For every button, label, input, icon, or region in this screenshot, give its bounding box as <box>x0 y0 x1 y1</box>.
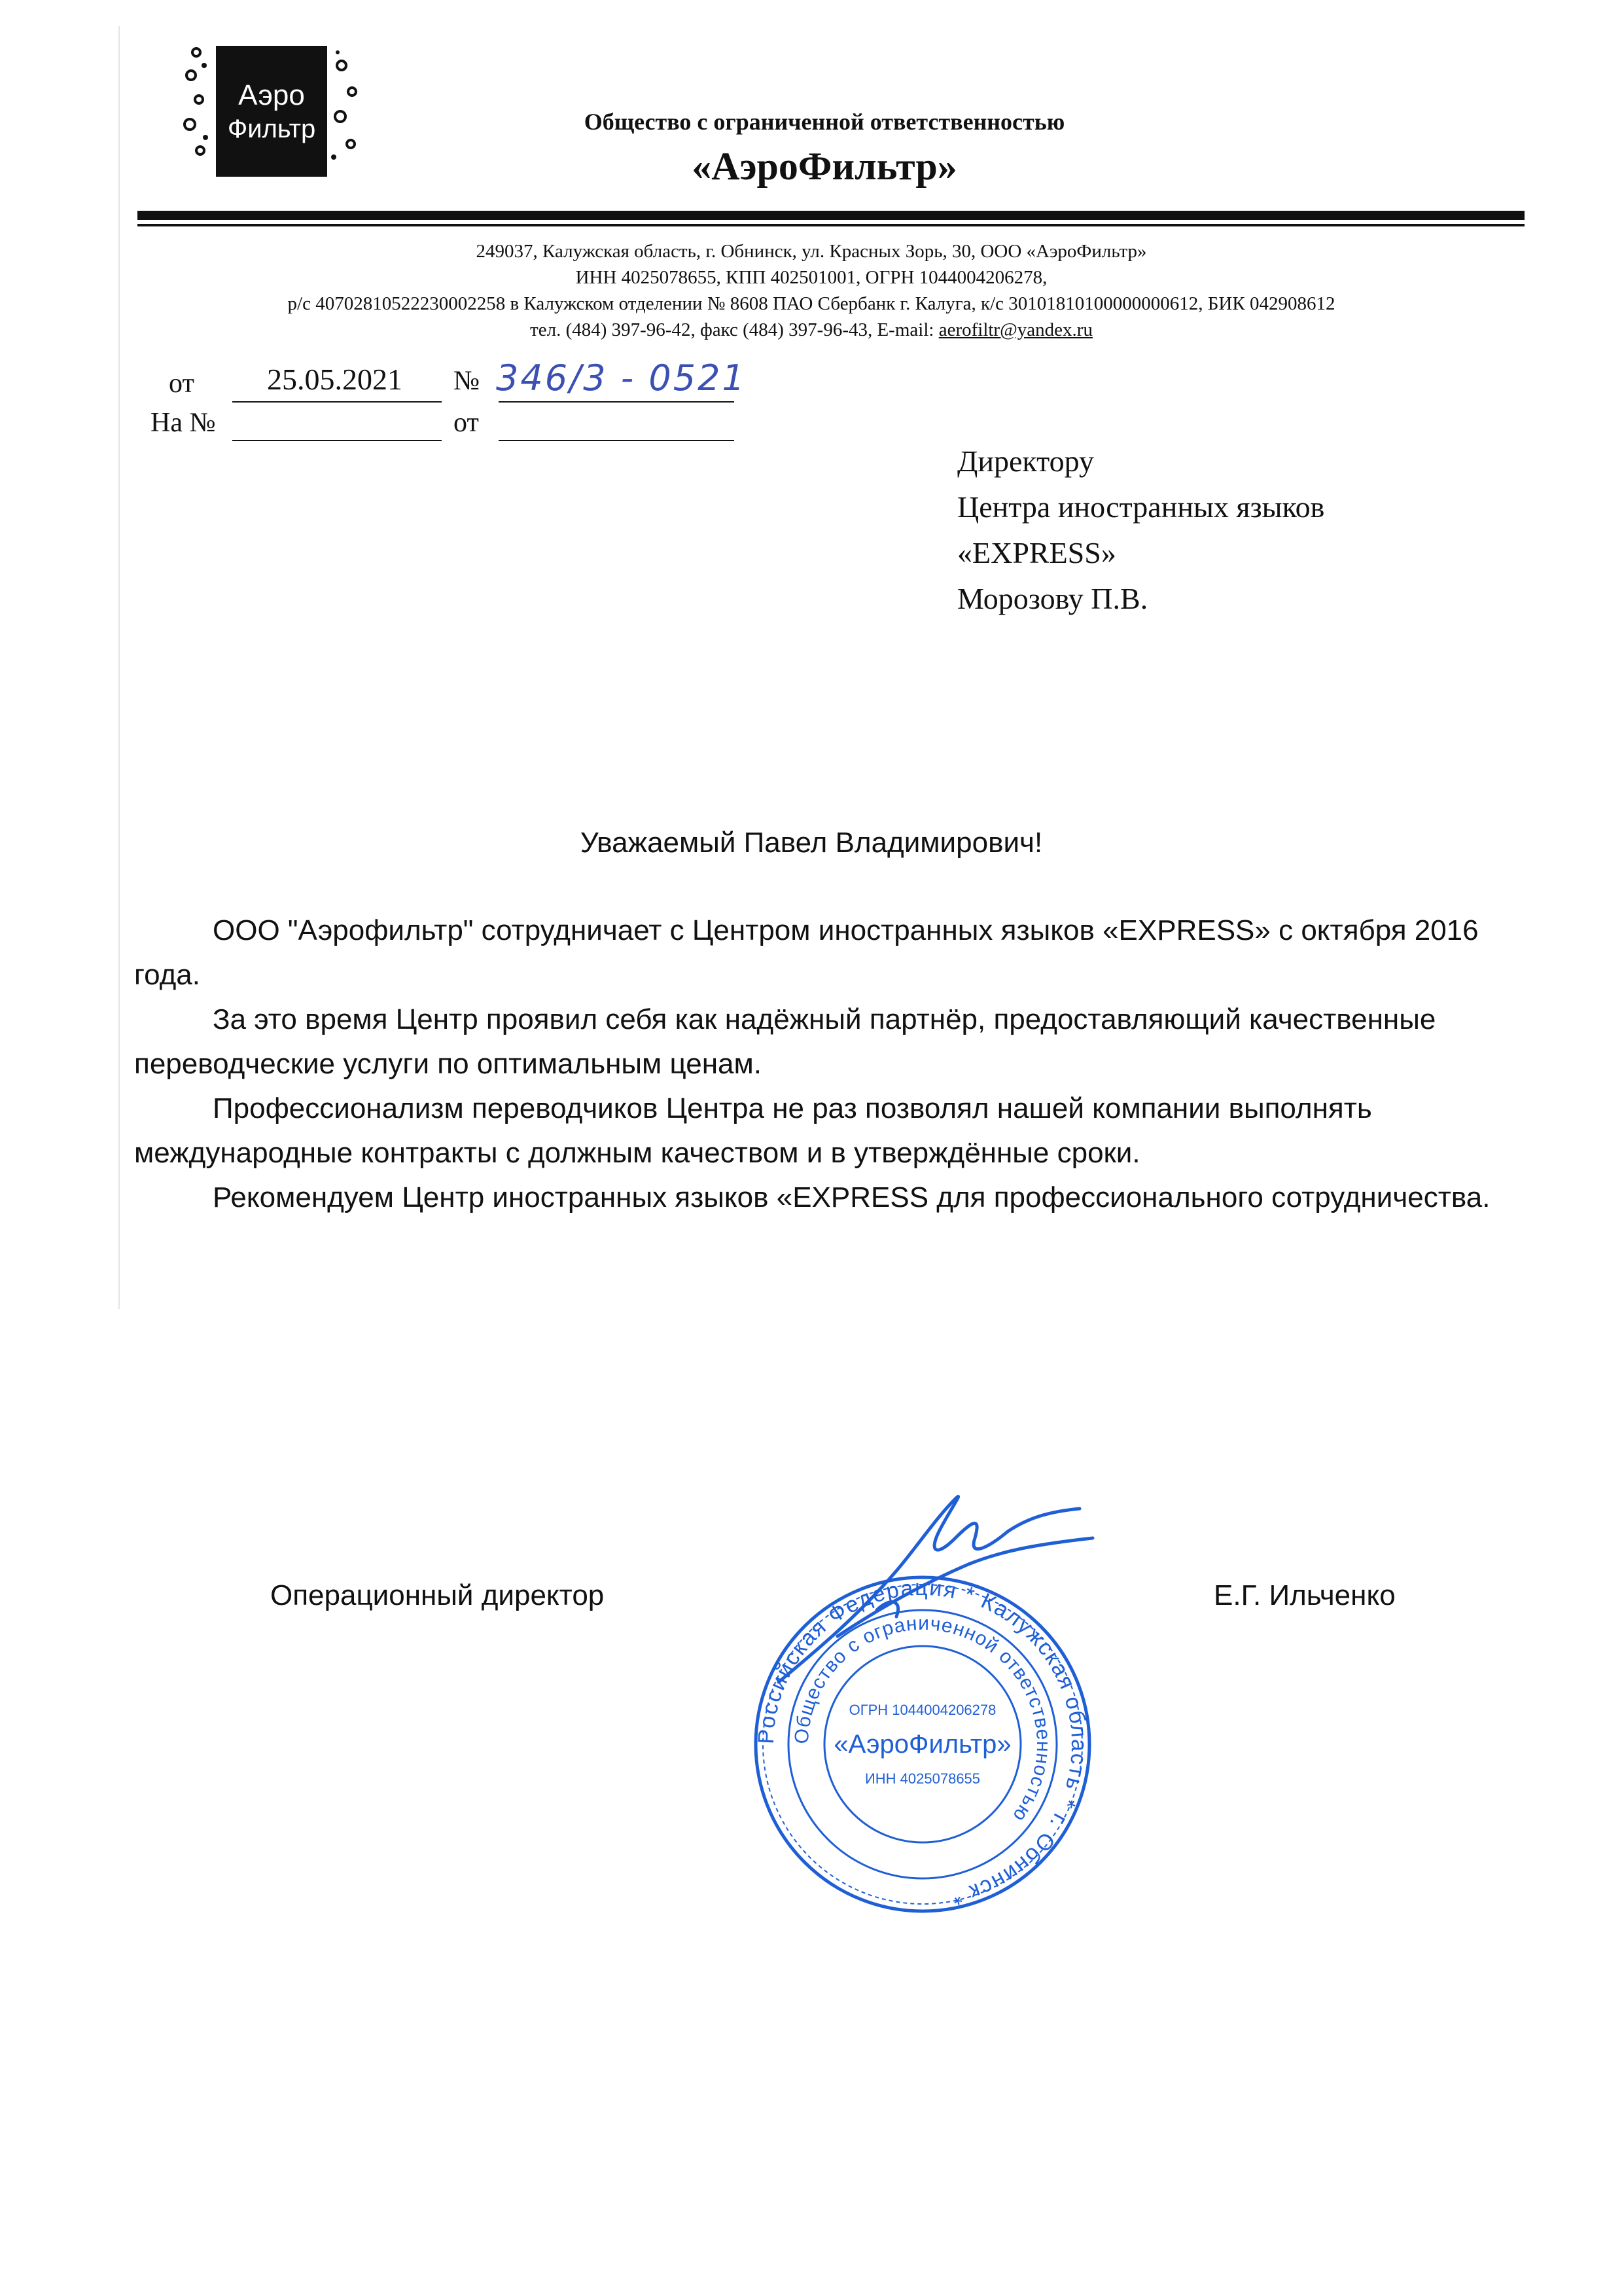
requisites-address: 249037, Калужская область, г. Обнинск, ул. Красных Зорь, 30, ООО «АэроФильтр» <box>476 241 1147 262</box>
body-paragraph: Рекомендуем Центр иностранных языков «EXPRESS для профессионального сотрудничества. <box>213 1181 1491 1213</box>
stamp-middle-text: Общество с ограниченной ответственностью <box>790 1612 1055 1826</box>
reference-date-underline <box>499 440 734 441</box>
reference-label: На № <box>150 408 216 438</box>
body-paragraph: ООО "Аэрофильтр" сотрудничает с Центром иностранных языков «EXPRESS» с октября 2016 года. <box>134 914 1479 991</box>
email-link[interactable]: aerofiltr@yandex.ru <box>938 319 1093 340</box>
stamp-center-text: «АэроФильтр» <box>834 1730 1012 1759</box>
requisites-contacts <box>131 319 1492 341</box>
logo-text-line2: Фильтр <box>227 115 316 143</box>
document-number: 346/3 - 0521 <box>496 357 747 399</box>
company-type: Общество с ограниченной ответственностью <box>584 109 1065 135</box>
reference-number-underline <box>232 440 442 441</box>
signatory-name: Е.Г. Ильченко <box>1214 1579 1396 1611</box>
stamp-outer-text: Российская Федерация * Калужская область * г. Обнинск * <box>753 1575 1092 1910</box>
header-rule-thick <box>137 211 1525 220</box>
number-underline <box>499 401 734 403</box>
addressee-organization-name: «EXPRESS» <box>957 536 1116 569</box>
document-date: 25.05.2021 <box>267 363 402 396</box>
salutation: Уважаемый Павел Владимирович! <box>580 827 1043 859</box>
contacts-phone-fax: тел. (484) 397-96-42, факс (484) 397-96-43, E-mail: <box>530 319 939 340</box>
reference-date-label: от <box>453 408 479 438</box>
stamp-ogrn: ОГРН 1044004206278 <box>849 1702 997 1718</box>
requisites-inn: ИНН 4025078655, КПП 402501001, ОГРН 1044004206278, <box>575 267 1048 288</box>
requisites-bank: р/с 40702810522230002258 в Калужском отделении № 8608 ПАО Сбербанк г. Калуга, к/с 30101810100000000612, БИК 042908612 <box>287 293 1335 314</box>
header-rule-thin <box>137 224 1525 226</box>
body-paragraph: Профессионализм переводчиков Центра не раз позволял нашей компании выполнять международные контракты с должным качеством и в утверждённые сроки. <box>134 1092 1372 1169</box>
body-paragraph: За это время Центр проявил себя как надёжный партнёр, предоставляющий качественные переводческие услуги по оптимальным ценам. <box>134 1003 1436 1080</box>
svg-text:Общество с ограниченной ответс <box>791 1613 1055 1826</box>
scan-edge-line <box>118 26 120 1309</box>
signatory-position: Операционный директор <box>270 1579 605 1611</box>
date-label: от <box>169 368 194 399</box>
letter-body <box>134 908 1502 1220</box>
date-underline <box>232 401 442 403</box>
addressee-block <box>957 439 1324 622</box>
logo-block <box>216 46 327 177</box>
company-name: «АэроФильтр» <box>692 145 957 188</box>
company-logo <box>177 39 366 180</box>
number-label: № <box>453 366 480 396</box>
logo-text-line1: Аэро <box>238 79 305 111</box>
addressee-position: Директору <box>957 444 1095 478</box>
addressee-name: Морозову П.В. <box>957 582 1148 615</box>
addressee-organization: Центра иностранных языков <box>957 490 1325 524</box>
stamp-inn: ИНН 4025078655 <box>864 1770 981 1787</box>
company-stamp <box>739 1486 1106 1918</box>
